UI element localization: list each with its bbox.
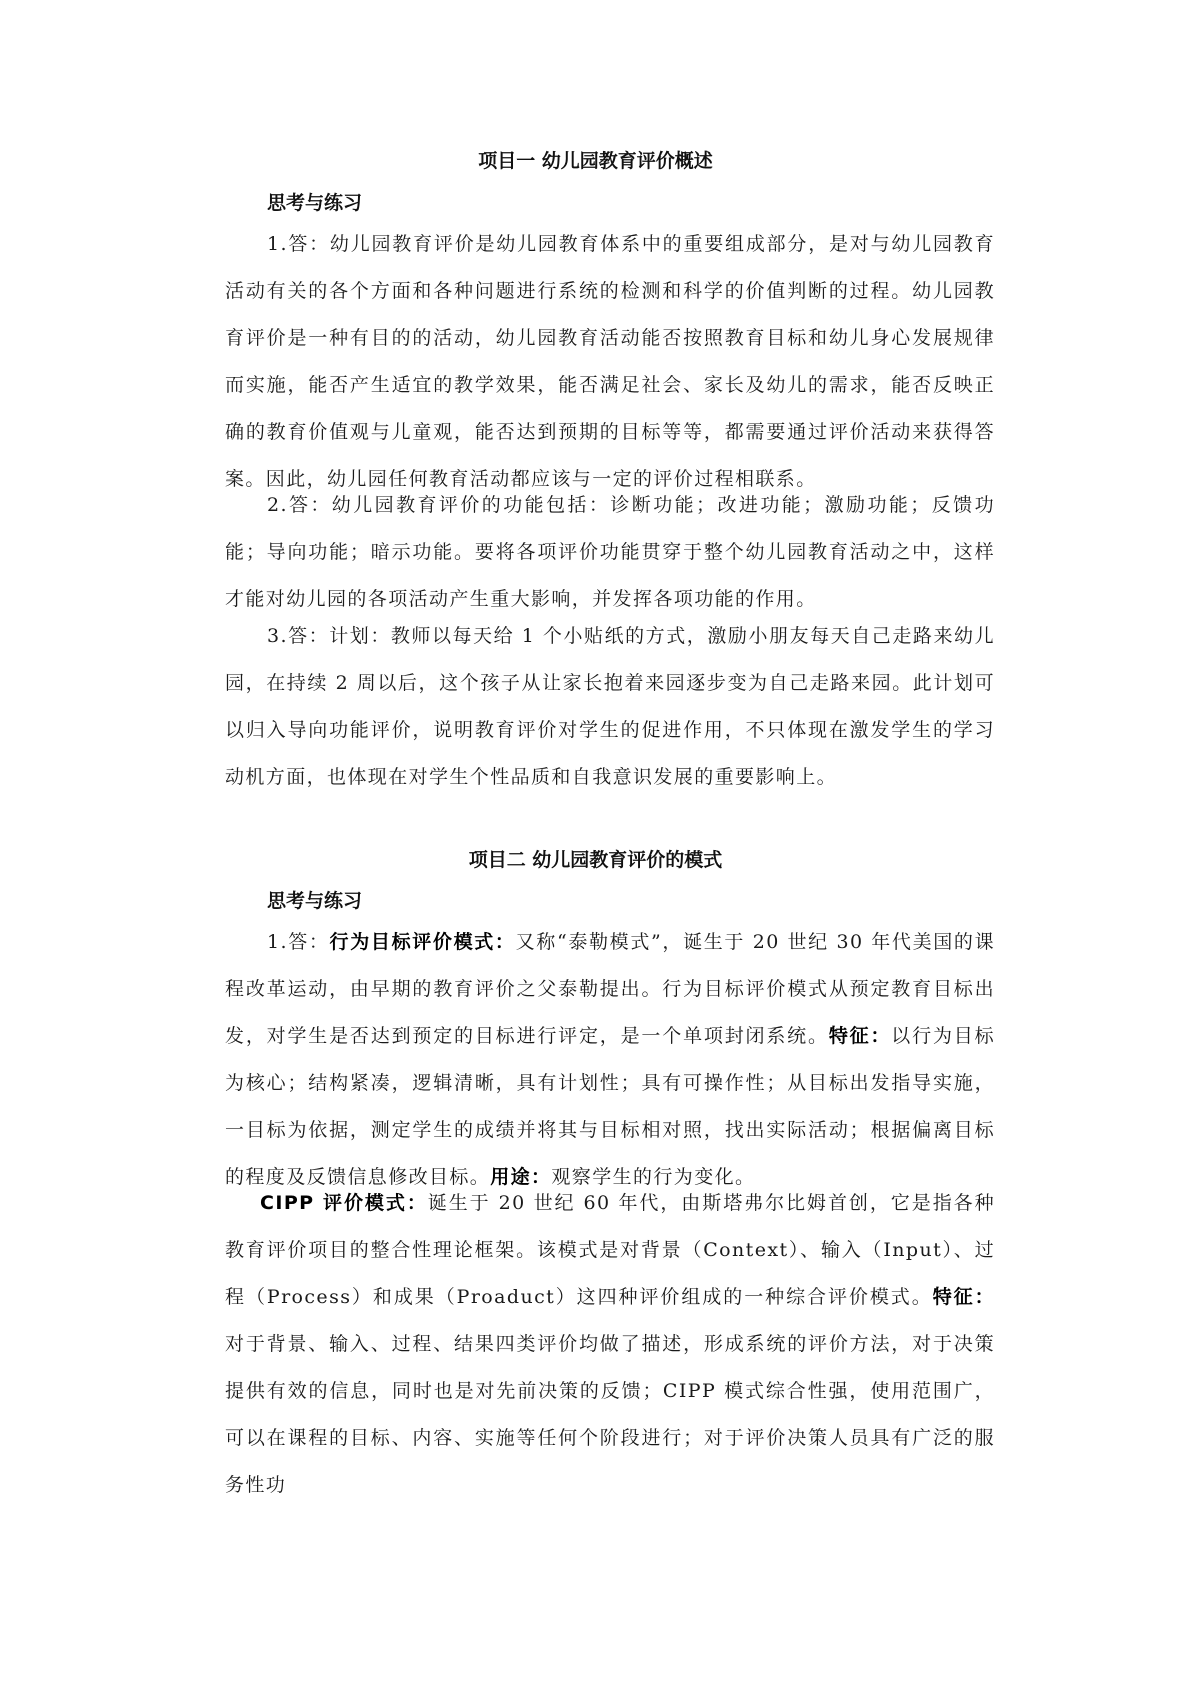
cipp-description: 诞生于 20 世纪 60 年代，由斯塔弗尔比姆首创，它是指各种教育评价项目的整合性理论框架。该模式是对背景（Context）、输入（Input）、过程（Process）和成果（Proaduct）这四种评价组成的一种综合评价模式。 [225, 1192, 995, 1308]
behavior-objective-description: 又称“泰勒模式”，诞生于 20 世纪 30 年代美国的课程改革运动，由早期的教育评价之父泰勒提出。行为目标评价模式从预定教育目标出发，对学生是否达到预定的目标进行评定，是一个单项封闭系统。 [225, 931, 996, 1047]
cipp-features-description: 对于背景、输入、过程、结果四类评价均做了描述，形成系统的评价方法，对于决策提供有效的信息，同时也是对先前决策的反馈；CIPP 模式综合性强，使用范围广，可以在课程的目标、内容、实施等任何个阶段进行；对于评价决策人员具有广泛的服务性功 [225, 1333, 995, 1496]
term-features: 特征： [828, 1025, 892, 1047]
term-usage: 用途： [490, 1166, 552, 1188]
section2-title: 项目二 幼儿园教育评价的模式 [468, 849, 723, 871]
section2-answer-1 [225, 919, 995, 1201]
features-description: 以行为目标为核心；结构紧凑，逻辑清晰，具有计划性；具有可操作性；从目标出发指导实施，一目标为依据，测定学生的成绩并将其与目标相对照，找出实际活动；根据偏离目标的程度及反馈信息修改目标。 [225, 1025, 995, 1188]
section2-subtitle: 思考与练习 [267, 890, 363, 912]
usage-description: 观察学生的行为变化。 [551, 1166, 756, 1188]
term-behavior-objective-model: 行为目标评价模式： [329, 931, 516, 953]
section2-cipp-paragraph [225, 1180, 995, 1509]
section1-title: 项目一 幼儿园教育评价概述 [478, 150, 713, 172]
section1-subtitle: 思考与练习 [267, 192, 363, 214]
term-cipp-features: 特征： [932, 1286, 995, 1308]
answer-number: 1.答： [267, 931, 330, 953]
section1-answer-3: 3.答：计划：教师以每天给 1 个小贴纸的方式，激励小朋友每天自己走路来幼儿园，在持续 2 周以后，这个孩子从让家长抱着来园逐步变为自己走路来园。此计划可以归入导向功能评价，说明教育评价对学生的促进作用，不只体现在激发学生的学习动机方面，也体现在对学生个性品质和自我意识发展的重要影响上。 [225, 625, 995, 788]
section1-answer-2: 2.答：幼儿园教育评价的功能包括：诊断功能；改进功能；激励功能；反馈功能；导向功能；暗示功能。要将各项评价功能贯穿于整个幼儿园教育活动之中，这样才能对幼儿园的各项活动产生重大影响，并发挥各项功能的作用。 [225, 494, 995, 610]
term-cipp-model: CIPP 评价模式： [260, 1192, 428, 1214]
section1-answer-1: 1.答：幼儿园教育评价是幼儿园教育体系中的重要组成部分，是对与幼儿园教育活动有关的各个方面和各种问题进行系统的检测和科学的价值判断的过程。幼儿园教育评价是一种有目的的活动，幼儿园教育活动能否按照教育目标和幼儿身心发展规律而实施，能否产生适宜的教学效果，能否满足社会、家长及幼儿的需求，能否反映正确的教育价值观与儿童观，能否达到预期的目标等等，都需要通过评价活动来获得答案。因此，幼儿园任何教育活动都应该与一定的评价过程相联系。 [225, 233, 995, 490]
